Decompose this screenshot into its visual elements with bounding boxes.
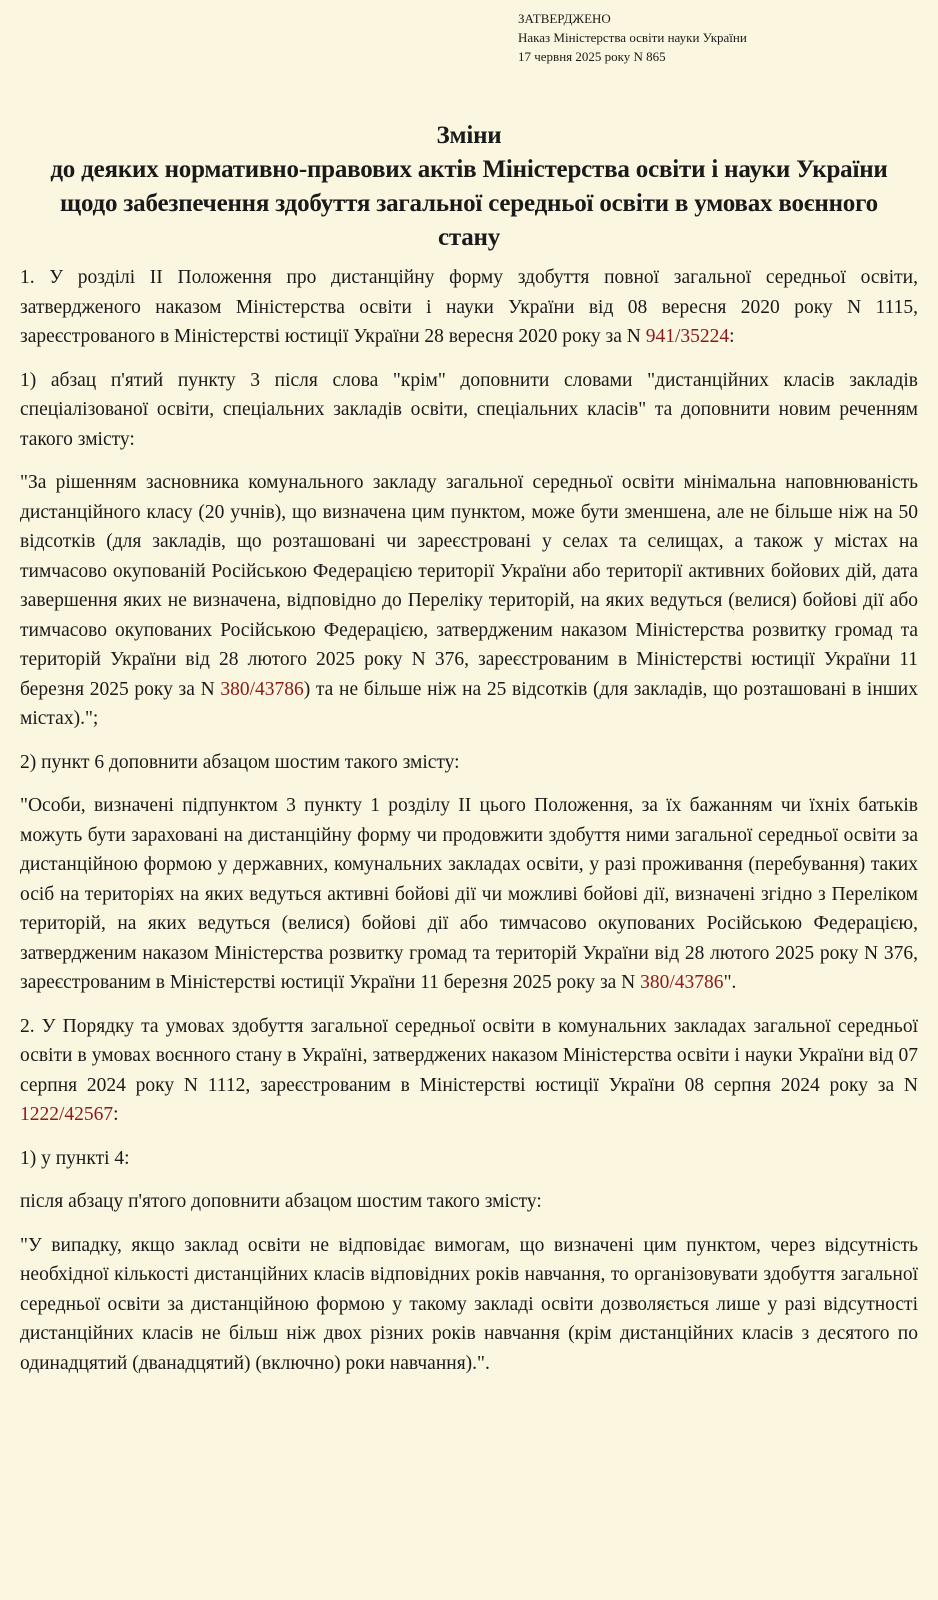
- approval-order: Наказ Міністерства освіти науки України: [518, 30, 747, 45]
- paragraph-9: "У випадку, якщо заклад освіти не відповідає вимогам, що визначені цим пунктом, через відсутність необхідної кількості дистанційних класів відповідних років навчання, то організовувати здобуття загальної середньої освіти за дистанційною формою у такому закладі освіти дозволяється лише у разі відсутності дистанційних класів не більш ніж двох різних років навчання (крім дистанційних класів з десятого по одинадцятий (дванадцятий) (включно) роки навчання).".: [20, 1234, 918, 1374]
- title-line-2: до деяких нормативно-правових актів Міністерства освіти і науки України щодо забезпечення здобуття загальної середньої освіти в умовах воєнного стану: [50, 156, 888, 251]
- paragraph-5: [20, 791, 918, 998]
- document-body: [20, 263, 918, 1392]
- paragraph-1: [20, 263, 918, 352]
- approval-stamp: [518, 9, 747, 66]
- paragraph-tail: :: [729, 326, 735, 347]
- paragraph-6: [20, 1012, 918, 1130]
- paragraph-8: після абзацу п'ятого доповнити абзацом шостим такого змісту:: [20, 1191, 542, 1212]
- document-title: [20, 119, 918, 255]
- paragraph-text: 1. У розділі II Положення про дистанційну форму здобуття повної загальної середньої освіти, затвердженого наказом Міністерства освіти і науки України від 08 вересня 2020 року N 1115, зареєстрованого в Міністерстві юстиції України 28 вересня 2020 року за N: [20, 267, 918, 347]
- registration-link[interactable]: 380/43786: [640, 972, 724, 993]
- registration-link[interactable]: 380/43786: [220, 678, 304, 700]
- paragraph-text: "За рішенням засновника комунального закладу загальної середньої освіти мінімальна наповнюваність дистанційного класу (20 учнів), що визначена цим пунктом, може бути зменшена, але не більше ніж на 50 відсотків (для закладів, що розташовані чи зареєстровані у селах та селищах, а також у містах на тимчасово окупованій Російською Федерацією території України або території активних бойових дій, дата завершення яких не визначена, відповідно до Переліку територій, на яких ведуться (велися) бойові дії або тимчасово окупованих Російською Федерацією, затвердженим наказом Міністерства розвитку громад та територій України від 28 лютого 2025 року N 376, зареєстрованим в Міністерстві юстиції України 11 березня 2025 року за N: [20, 472, 918, 700]
- approval-heading: ЗАТВЕРДЖЕНО: [518, 11, 611, 26]
- paragraph-2: 1) абзац п'ятий пункту 3 після слова "крім" доповнити словами "дистанційних класів закладів спеціалізованої освіти, спеціальних закладів освіти, спеціальних класів" та доповнити новим реченням такого змісту:: [20, 369, 918, 450]
- registration-link[interactable]: 1222/42567: [20, 1104, 114, 1125]
- approval-date: 17 червня 2025 року N 865: [518, 49, 666, 64]
- title-line-1: Зміни: [436, 122, 502, 149]
- paragraph-4: 2) пункт 6 доповнити абзацом шостим такого змісту:: [20, 751, 460, 773]
- paragraph-tail: ".: [723, 972, 737, 993]
- paragraph-3: [20, 468, 918, 734]
- paragraph-tail: ) та не більше ніж на 25 відсотків (для закладів, що розташовані в інших містах).";: [20, 678, 918, 729]
- registration-link[interactable]: 941/35224: [645, 326, 730, 347]
- paragraph-7: 1) у пункті 4:: [20, 1147, 130, 1169]
- paragraph-tail: :: [113, 1104, 119, 1125]
- paragraph-text: "Особи, визначені підпунктом 3 пункту 1 розділу II цього Положення, за їх бажанням чи їхніх батьків можуть бути зараховані на дистанційну форму чи продовжити здобуття ними загальної середньої освіти за дистанційною формою у державних, комунальних закладах освіти, у разі проживання (перебування) таких осіб на територіях на яких ведуться активні бойові дії чи можливі бойові дії, визначені згідно з Переліком територій, на яких ведуться (велися) бойові дії або тимчасово окупованих Російською Федерацією, затвердженим наказом Міністерства розвитку громад та територій України від 28 лютого 2025 року N 376, зареєстрованим в Міністерстві юстиції України 11 березня 2025 року за N: [20, 795, 918, 993]
- paragraph-text: 2. У Порядку та умовах здобуття загальної середньої освіти в комунальних закладах загальної середньої освіти в умовах воєнного стану в Україні, затверджених наказом Міністерства освіти і науки України від 07 серпня 2024 року N 1112, зареєстрованим в Міністерстві юстиції України 08 серпня 2024 року за N: [20, 1015, 918, 1096]
